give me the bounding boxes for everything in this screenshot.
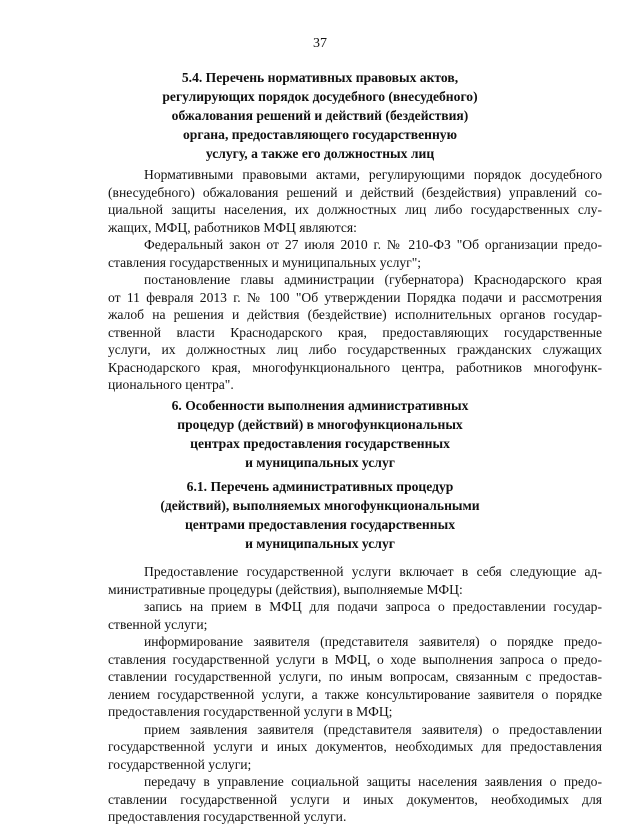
- paragraph-line: ставления государственных и муниципальных услуг";: [108, 254, 422, 270]
- heading-line: и муниципальных услуг: [245, 536, 395, 551]
- paragraph-line: жалоб на решения и действия (бездействие) исполнительных органов государ-: [108, 307, 602, 322]
- paragraph-line: Федеральный закон от 27 июля 2010 г. № 210-ФЗ "Об организации предо-: [144, 237, 602, 252]
- paragraph-line: государственной услуги и иных документов, необходимых для предоставления: [108, 739, 602, 754]
- heading-line: и муниципальных услуг: [245, 455, 395, 470]
- heading-line: центрах предоставления государственных: [190, 436, 450, 451]
- paragraph-line: предоставления государственной услуги в МФЦ;: [108, 704, 393, 719]
- section-5-4-body: [108, 166, 602, 394]
- section-6-1-heading: [110, 477, 530, 553]
- paragraph-line: циальной защиты населения, их должностных лиц либо государственных слу-: [108, 202, 602, 217]
- paragraph-line: ственной услуги;: [108, 616, 208, 632]
- paragraph-line: услуги, их должностных лиц либо государственных гражданских служащих: [108, 342, 602, 357]
- heading-line: процедур (действий) в многофункциональных: [177, 417, 463, 432]
- paragraph-line: постановление главы администрации (губернатора) Краснодарского края: [144, 272, 602, 287]
- paragraph-line: лением государственной услуги, а также консультирование заявителя о порядке: [108, 686, 602, 702]
- page-number: 37: [313, 36, 327, 51]
- heading-line: органа, предоставляющего государственную: [182, 127, 457, 142]
- section-6-1-body: [108, 563, 602, 826]
- heading-line: обжалования решений и действий (бездействия): [171, 108, 469, 123]
- paragraph-line: ставления государственной услуги в МФЦ, о ходе выполнения запроса о предо-: [108, 651, 602, 667]
- heading-line: центрами предоставления государственных: [184, 517, 456, 532]
- paragraph-line: министративные процедуры (действия), выполняемые МФЦ:: [108, 581, 463, 597]
- paragraph-line: (внесудебного) обжалования решений и действий (бездействия) управлений со-: [108, 184, 602, 200]
- paragraph-line: Нормативными правовыми актами, регулирующими порядок досудебного: [144, 167, 602, 182]
- paragraph-line: ционального центра".: [108, 377, 234, 392]
- paragraph-line: передачу в управление социальной защиты населения заявления о предо-: [144, 774, 602, 789]
- paragraph-line: информирование заявителя (представителя заявителя) о порядке предо-: [144, 634, 602, 649]
- paragraph-line: прием заявления заявителя (представителя заявителя) о предоставлении: [144, 721, 602, 737]
- section-6-heading: [110, 396, 530, 472]
- paragraph-line: ставлении государственной услуги и иных документов, необходимых для: [108, 791, 602, 807]
- paragraph-line: жащих, МФЦ, работников МФЦ являются:: [108, 219, 357, 235]
- heading-line: 5.4. Перечень нормативных правовых актов,: [181, 70, 459, 85]
- heading-line: (действий), выполняемых многофункциональными: [160, 498, 480, 513]
- paragraph-line: Предоставление государственной услуги включает в себя следующие ад-: [144, 564, 602, 579]
- paragraph-line: государственной услуги;: [108, 756, 252, 772]
- heading-line: 6. Особенности выполнения административных: [171, 398, 469, 413]
- paragraph-line: от 11 февраля 2013 г. № 100 "Об утверждении Порядка подачи и рассмотрения: [108, 289, 602, 305]
- paragraph-line: предоставления государственной услуги.: [108, 809, 347, 824]
- paragraph-line: ственной власти Краснодарского края, предоставляющих государственные: [108, 324, 602, 340]
- heading-line: 6.1. Перечень административных процедур: [186, 479, 454, 494]
- paragraph-line: Краснодарского края, многофункционального центра, работников многофунк-: [108, 359, 602, 375]
- heading-line: услугу, а также его должностных лиц: [205, 146, 435, 161]
- heading-line: регулирующих порядок досудебного (внесудебного): [162, 89, 478, 104]
- paragraph-line: запись на прием в МФЦ для подачи запроса о предоставлении государ-: [144, 599, 602, 614]
- section-5-4-heading: [110, 68, 530, 163]
- paragraph-line: ставлении государственной услуги, по иным вопросам, связанным с предостав-: [108, 669, 602, 684]
